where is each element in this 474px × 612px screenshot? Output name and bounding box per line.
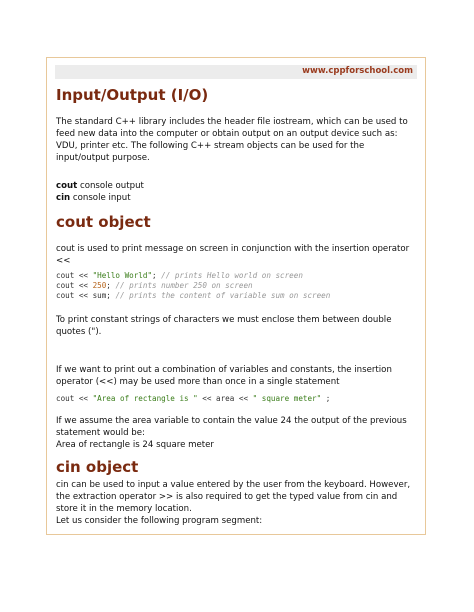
cin-section-title: cin object — [56, 458, 139, 476]
cout-intro-paragraph: cout is used to print message on screen in conjunction with the insertion operator << — [56, 244, 410, 266]
cin-intro-paragraph: cin can be used to input a value entered by the user from the keyboard. However, the extraction operator >> is also required to get the typed value from cin and store it in the memory location. — [56, 480, 411, 514]
header-bar — [55, 65, 417, 79]
code-line-3: cout << sum; // prints the content of variable sum on screen — [56, 291, 331, 300]
cin-label: cin — [56, 193, 71, 203]
const-strings-paragraph: To print constant strings of characters we must enclose them between double quotes ("). — [56, 315, 392, 337]
assume-paragraph: If we assume the area variable to contain the value 24 the output of the previous statement would be: — [56, 416, 407, 438]
cout-code-block — [56, 271, 330, 301]
output-text: Area of rectangle is 24 square meter — [56, 440, 214, 450]
code-line-1: cout << "Hello World"; // prints Hello world on screen — [56, 271, 303, 280]
cin-desc: console input — [70, 193, 131, 203]
cin-consider-text: Let us consider the following program segment: — [56, 516, 263, 526]
cout-desc: console output — [77, 181, 144, 191]
combination-paragraph: If we want to print out a combination of variables and constants, the insertion operator (<<) may be used more than once in a single statement — [56, 365, 392, 387]
document-page — [46, 57, 426, 535]
cout-definition — [56, 180, 416, 192]
site-url-link[interactable]: www.cppforschool.com — [302, 66, 413, 76]
cout-label: cout — [56, 181, 78, 191]
code-line-2: cout << 250; // prints number 250 on screen — [56, 281, 253, 290]
cin-definition — [56, 192, 416, 204]
cout-section-title: cout object — [56, 213, 151, 231]
area-code-line: cout << "Area of rectangle is " << area << " square meter" ; — [56, 394, 331, 403]
io-intro-paragraph: The standard C++ library includes the header file iostream, which can be used to feed new data into the computer or obtain output on an output device such as: VDU, printer etc. The following C++ stream objects can be used for the input/output purpose. — [56, 117, 408, 163]
page-title: Input/Output (I/O) — [56, 86, 209, 104]
